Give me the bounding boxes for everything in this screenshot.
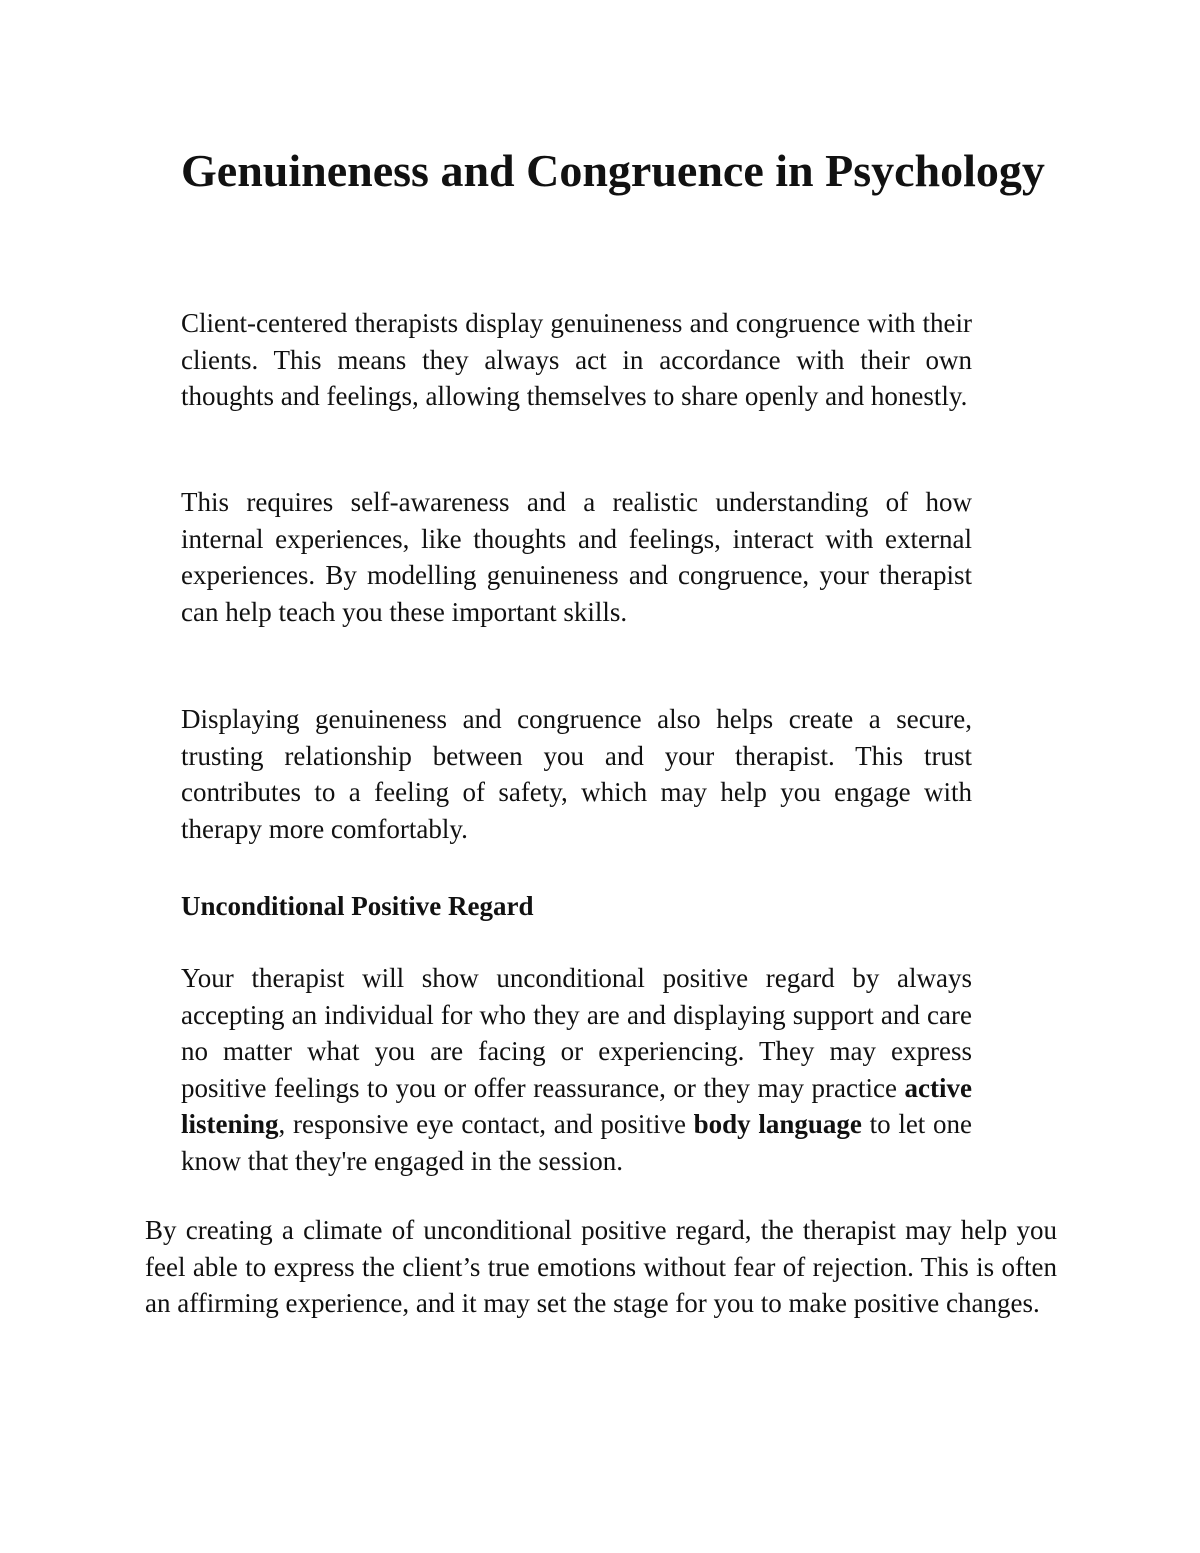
paragraph-self-awareness: This requires self-awareness and a realistic understanding of how internal experiences, like thoughts and feelings, interact with external experiences. By modelling genuineness and congruence, your therapist can help teach you these important skills. bbox=[181, 487, 972, 627]
paragraph-trusting-relationship: Displaying genuineness and congruence also helps create a secure, trusting relationship between you and your therapist. This trust contributes to a feeling of safety, which may help you engage with therapy more comfortably. bbox=[181, 704, 972, 844]
bold-term-body-language: body language bbox=[693, 1109, 862, 1139]
paragraph-text: to let one know that they're engaged in the session. bbox=[181, 1109, 972, 1176]
paragraph-genuineness-intro: Client-centered therapists display genuineness and congruence with their clients. This means they always act in accordance with their own thoughts and feelings, allowing themselves to share openly and honestly. bbox=[181, 308, 972, 411]
paragraph-climate-of-regard: By creating a climate of unconditional positive regard, the therapist may help you feel able to express the client’s true emotions without fear of rejection. This is often an affirming experience, and it may set the stage for you to make positive changes. bbox=[145, 1215, 1057, 1318]
section-heading-unconditional-positive-regard: Unconditional Positive Regard bbox=[181, 891, 534, 921]
bold-term-active-listening: active listening bbox=[181, 1072, 972, 1139]
page-title: Genuineness and Congruence in Psychology bbox=[181, 145, 1045, 196]
paragraph-unconditional-regard bbox=[181, 960, 972, 1179]
paragraph-text: , responsive eye contact, and positive bbox=[278, 1109, 694, 1139]
paragraph-text: Your therapist will show unconditional positive regard by always accepting an individual for who they are and displaying support and care no matter what you are facing or experiencing. They may express positive feelings to you or offer reassurance, or they may practice bbox=[181, 963, 972, 1103]
